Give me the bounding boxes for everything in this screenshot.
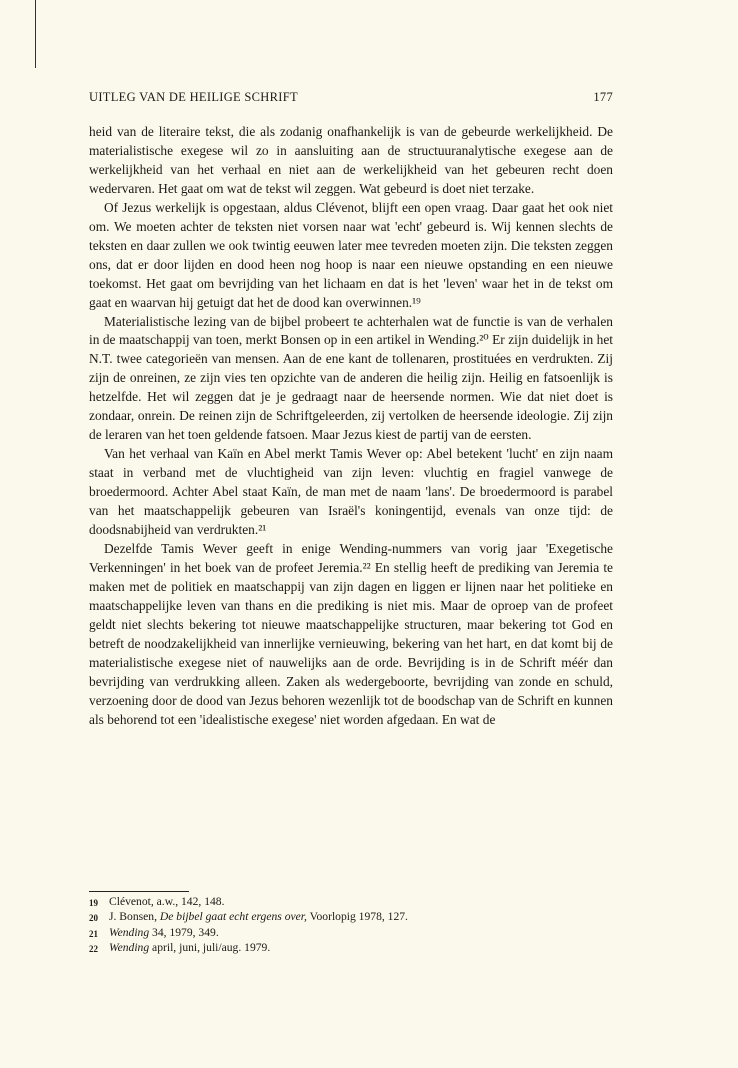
paragraph-5: Dezelfde Tamis Wever geeft in enige Wending-nummers van vorig jaar 'Exegetische Verkenningen' in het boek van de profeet Jeremia.²² En stellig heeft de prediking van Jeremia te maken met de politiek en maatschappij van zijn dagen en liggen er lijnen naar het politieke en maatschappelijke leven van thans en die prediking is niet mis. Maar de oproep van de profeet geldt niet slechts bekering tot nieuwe maatschappelijke structuren, maar bekering tot God en betreft de noodzakelijkheid van innerlijke vernieuwing, bekering van het hart, en dat komt bij de materialistische exegese niet of nauwelijks aan de orde. Bevrijding is in de Schrift méér dan bevrijding van verdrukking alleen. Zaken als wedergeboorte, bevrijding van zonde en schuld, verzoening door de dood van Jezus behoren wezenlijk tot de boodschap van de Schrift en kunnen als behorend tot een 'idealistische exegese' niet worden afgedaan. En wat de: [89, 540, 613, 727]
footnote-19: [89, 895, 613, 910]
body-text: [89, 123, 613, 730]
paragraph-4: Van het verhaal van Kaïn en Abel merkt Tamis Wever op: Abel betekent 'lucht' en zijn naam staat in verband met de vluchtigheid van zijn leven: vluchtig en fragiel vanwege de broedermoord. Achter Abel staat Kaïn, de man met de naam 'lans'. De broedermoord is parabel van het maatschappelijk gebeuren van Israël's koningentijd, evenals van onze tijd: de doodsnabijheid van verdrukten.²¹: [89, 446, 613, 538]
footnotes: [89, 895, 613, 956]
footnote-title: Wending: [109, 925, 150, 939]
footnote-text: Clévenot, a.w., 142, 148.: [109, 895, 225, 908]
footnote-text: Voorlopig 1978, 127.: [306, 910, 408, 924]
footnote-text: 34, 1979, 349.: [149, 925, 219, 939]
footnote-number: 20: [89, 913, 98, 924]
footnote-number: 22: [89, 943, 98, 954]
running-title: UITLEG VAN DE HEILIGE SCHRIFT: [89, 90, 298, 104]
footnote-title: Wending: [109, 940, 150, 954]
scan-edge-line: [35, 0, 36, 68]
footnote-number: 21: [89, 928, 98, 939]
paragraph-3: Materialistische lezing van de bijbel probeert te achterhalen wat de functie is van de verhalen in de maatschappij van toen, merkt Bonsen op in een artikel in Wending.²⁰ Er zijn duidelijk in het N.T. twee categorieën van mensen. Aan de ene kant de tollenaren, prostituées en verdrukten. Zij zijn de onreinen, ze zijn vies ten opzichte van de anderen die heilig zijn. Heilig en fatsoenlijk is hetzelfde. Het wil zeggen dat je je gedraagt naar de heersende normen. Wie dat niet doet is zondaar, onrein. De reinen zijn de Schriftgeleerden, zij vertolken de heersende ideologie. Zij zijn de leraren van het toen geldende fatsoen. Maar Jezus kiest de partij van de eersten.: [89, 313, 613, 443]
paragraph-1: heid van de literaire tekst, die als zodanig onafhankelijk is van de gebeurde werkelijkheid. De materialistische exegese wil zo in aansluiting aan de structuuranalytische exegese aan de werkelijkheid van het verhaal en niet aan de werkelijkheid van het gebeuren recht doen wedervaren. Het gaat om wat de tekst wil zeggen. Wat gebeurd is doet niet terzake.: [89, 124, 613, 196]
footnote-21: [89, 926, 613, 941]
footnote-text: april, juni, juli/aug. 1979.: [149, 940, 271, 954]
footnote-number: 19: [89, 898, 98, 908]
footnote-title: De bijbel gaat echt ergens over,: [159, 910, 307, 924]
footnote-22: [89, 941, 613, 956]
footnote-text: J. Bonsen,: [109, 910, 160, 924]
page-number: 177: [593, 90, 613, 104]
footnote-rule: [89, 891, 189, 892]
paragraph-2: Of Jezus werkelijk is opgestaan, aldus Clévenot, blijft een open vraag. Daar gaat het ook niet om. We moeten achter de teksten niet vorsen naar wat 'echt' gebeurd is. Wij kennen slechts de teksten en daar zullen we ook twintig eeuwen later mee tevreden moeten zijn. Die teksten zeggen ons, dat er door lijden en dood heen nog hoop is naar een nieuwe opstanding en een nieuwe toekomst. Het gaat om bevrijding van het lichaam en dat is het 'leven' waar het in de tekst om gaat en waarvan hij getuigt dat het de dood kan overwinnen.¹⁹: [89, 199, 613, 310]
footnote-20: [89, 910, 613, 925]
